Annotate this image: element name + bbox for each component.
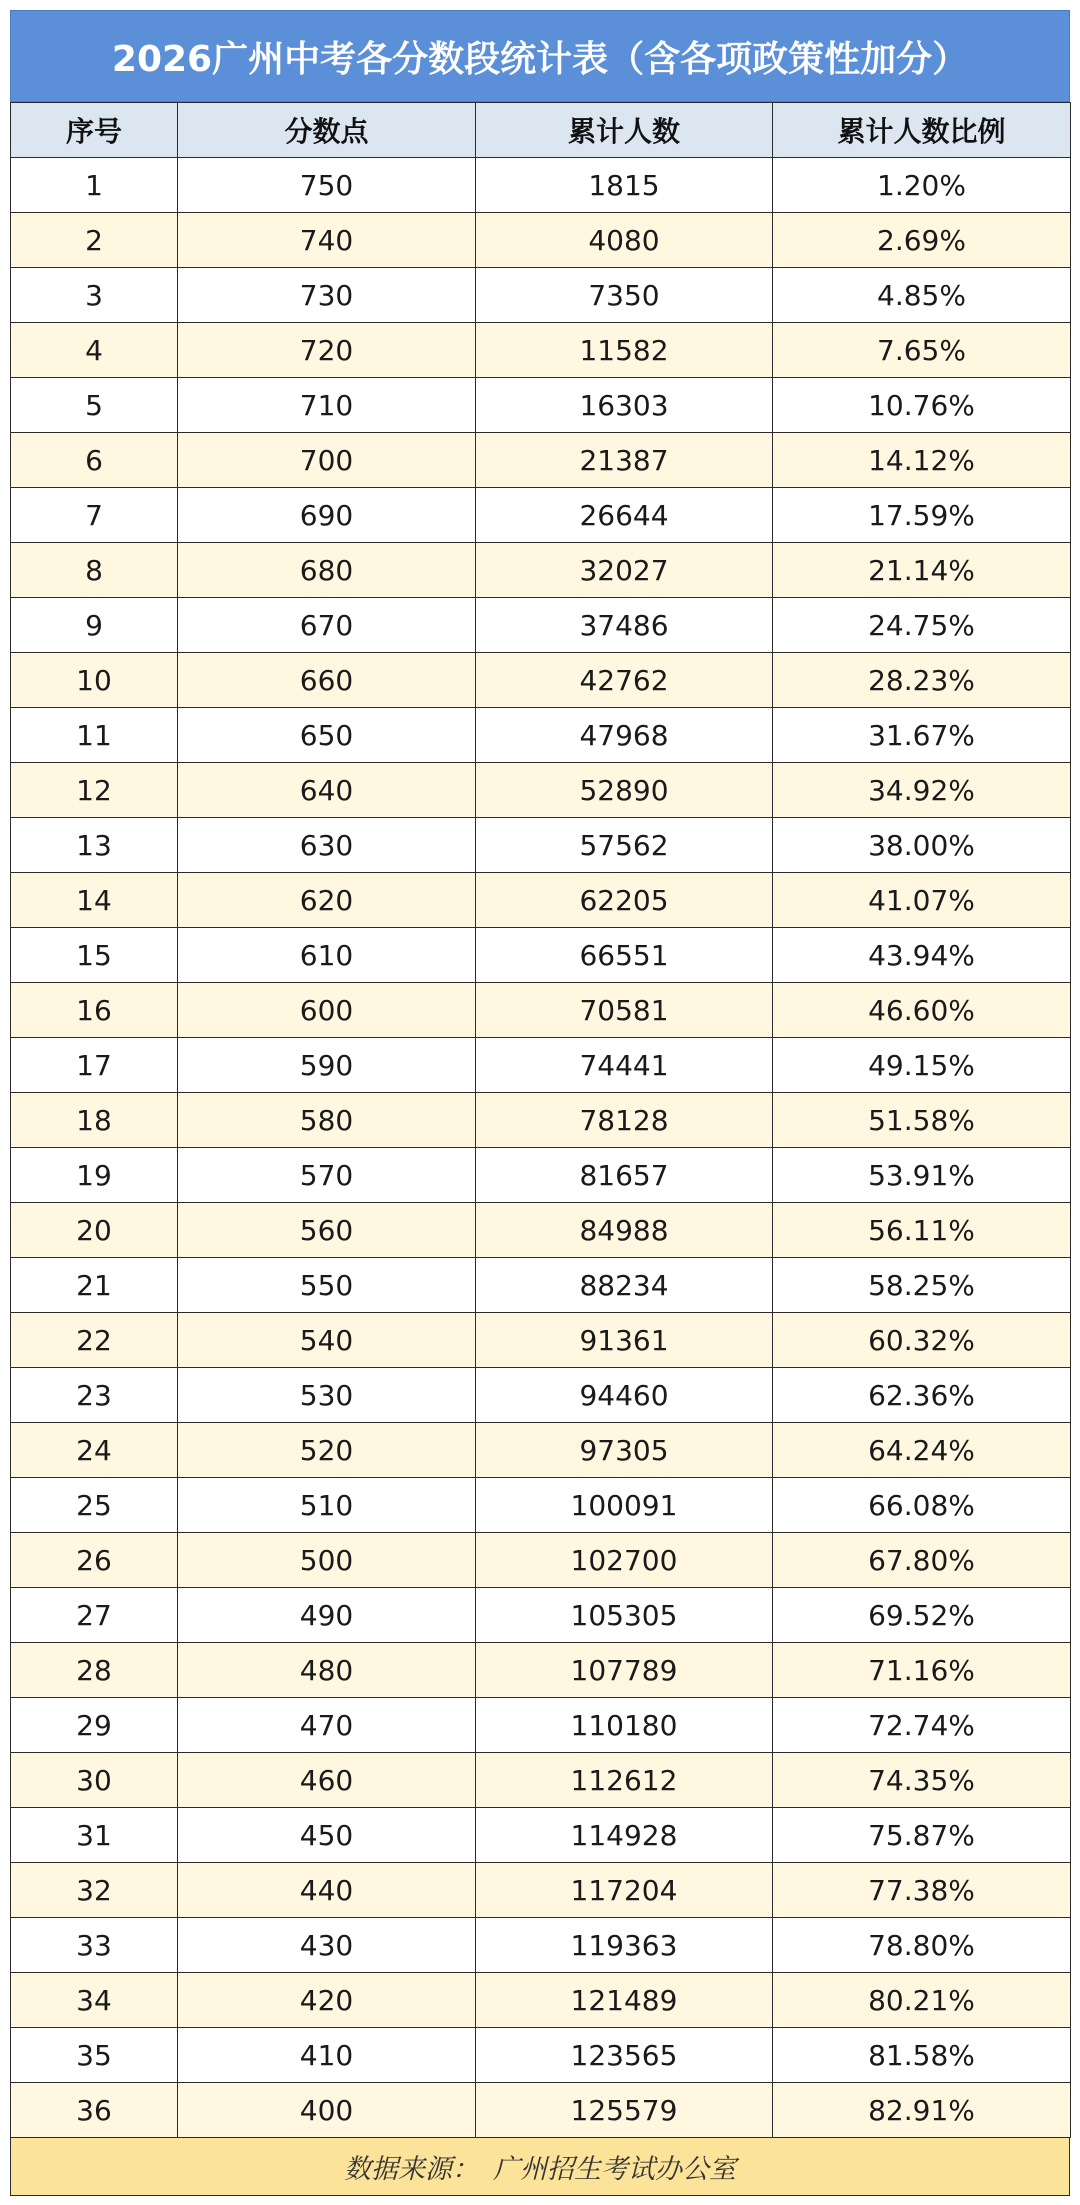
cell-index: 4 xyxy=(11,323,178,378)
cell-cumulative-count: 91361 xyxy=(476,1313,773,1368)
table-row xyxy=(11,1643,1071,1698)
cell-score: 610 xyxy=(178,928,476,983)
cell-cumulative-count: 4080 xyxy=(476,213,773,268)
cell-cumulative-ratio: 41.07% xyxy=(773,873,1071,928)
cell-cumulative-ratio: 81.58% xyxy=(773,2028,1071,2083)
data-source-label: 数据来源： xyxy=(344,2154,479,2185)
column-header-score: 分数点 xyxy=(178,103,476,158)
cell-score: 730 xyxy=(178,268,476,323)
table-row xyxy=(11,1478,1071,1533)
cell-cumulative-ratio: 53.91% xyxy=(773,1148,1071,1203)
cell-cumulative-count: 84988 xyxy=(476,1203,773,1258)
table-row xyxy=(11,488,1071,543)
cell-score: 420 xyxy=(178,1973,476,2028)
cell-cumulative-ratio: 80.21% xyxy=(773,1973,1071,2028)
cell-index: 23 xyxy=(11,1368,178,1423)
table-row xyxy=(11,1093,1071,1148)
column-header-cumulative-count: 累计人数 xyxy=(476,103,773,158)
cell-cumulative-count: 37486 xyxy=(476,598,773,653)
data-source-footer xyxy=(10,2138,1070,2196)
table-row xyxy=(11,323,1071,378)
cell-index: 29 xyxy=(11,1698,178,1753)
table-row xyxy=(11,928,1071,983)
cell-cumulative-ratio: 28.23% xyxy=(773,653,1071,708)
cell-score: 630 xyxy=(178,818,476,873)
cell-cumulative-ratio: 2.69% xyxy=(773,213,1071,268)
cell-score: 430 xyxy=(178,1918,476,1973)
cell-cumulative-ratio: 7.65% xyxy=(773,323,1071,378)
cell-cumulative-ratio: 14.12% xyxy=(773,433,1071,488)
table-row xyxy=(11,1973,1071,2028)
table-row xyxy=(11,1698,1071,1753)
cell-index: 2 xyxy=(11,213,178,268)
cell-cumulative-count: 107789 xyxy=(476,1643,773,1698)
cell-index: 27 xyxy=(11,1588,178,1643)
cell-score: 510 xyxy=(178,1478,476,1533)
score-distribution-table xyxy=(10,102,1071,2138)
cell-index: 36 xyxy=(11,2083,178,2138)
table-row xyxy=(11,543,1071,598)
cell-index: 33 xyxy=(11,1918,178,1973)
table-row xyxy=(11,1313,1071,1368)
table-row xyxy=(11,983,1071,1038)
cell-cumulative-ratio: 49.15% xyxy=(773,1038,1071,1093)
cell-cumulative-count: 88234 xyxy=(476,1258,773,1313)
table-header-row xyxy=(11,103,1071,158)
cell-cumulative-count: 94460 xyxy=(476,1368,773,1423)
cell-cumulative-ratio: 69.52% xyxy=(773,1588,1071,1643)
cell-score: 690 xyxy=(178,488,476,543)
table-row xyxy=(11,1533,1071,1588)
cell-score: 740 xyxy=(178,213,476,268)
table-row xyxy=(11,378,1071,433)
cell-cumulative-count: 32027 xyxy=(476,543,773,598)
cell-index: 5 xyxy=(11,378,178,433)
cell-score: 470 xyxy=(178,1698,476,1753)
table-row xyxy=(11,653,1071,708)
cell-index: 15 xyxy=(11,928,178,983)
table-row xyxy=(11,818,1071,873)
cell-score: 530 xyxy=(178,1368,476,1423)
cell-cumulative-ratio: 82.91% xyxy=(773,2083,1071,2138)
cell-score: 540 xyxy=(178,1313,476,1368)
table-row xyxy=(11,1753,1071,1808)
cell-index: 10 xyxy=(11,653,178,708)
cell-score: 700 xyxy=(178,433,476,488)
cell-cumulative-ratio: 56.11% xyxy=(773,1203,1071,1258)
cell-index: 18 xyxy=(11,1093,178,1148)
cell-score: 600 xyxy=(178,983,476,1038)
cell-score: 670 xyxy=(178,598,476,653)
cell-cumulative-ratio: 74.35% xyxy=(773,1753,1071,1808)
cell-index: 12 xyxy=(11,763,178,818)
cell-index: 25 xyxy=(11,1478,178,1533)
cell-cumulative-count: 21387 xyxy=(476,433,773,488)
cell-index: 3 xyxy=(11,268,178,323)
table-row xyxy=(11,1588,1071,1643)
table-row xyxy=(11,708,1071,763)
cell-cumulative-ratio: 78.80% xyxy=(773,1918,1071,1973)
cell-score: 440 xyxy=(178,1863,476,1918)
cell-cumulative-ratio: 72.74% xyxy=(773,1698,1071,1753)
cell-cumulative-ratio: 58.25% xyxy=(773,1258,1071,1313)
cell-cumulative-ratio: 31.67% xyxy=(773,708,1071,763)
cell-score: 650 xyxy=(178,708,476,763)
cell-cumulative-count: 97305 xyxy=(476,1423,773,1478)
cell-cumulative-count: 57562 xyxy=(476,818,773,873)
cell-score: 660 xyxy=(178,653,476,708)
cell-cumulative-ratio: 67.80% xyxy=(773,1533,1071,1588)
cell-score: 580 xyxy=(178,1093,476,1148)
cell-index: 14 xyxy=(11,873,178,928)
cell-cumulative-ratio: 1.20% xyxy=(773,158,1071,213)
cell-cumulative-count: 1815 xyxy=(476,158,773,213)
table-row xyxy=(11,2083,1071,2138)
cell-cumulative-count: 100091 xyxy=(476,1478,773,1533)
column-header-cumulative-ratio: 累计人数比例 xyxy=(773,103,1071,158)
cell-score: 620 xyxy=(178,873,476,928)
cell-cumulative-ratio: 46.60% xyxy=(773,983,1071,1038)
table-row xyxy=(11,763,1071,818)
cell-cumulative-ratio: 77.38% xyxy=(773,1863,1071,1918)
cell-index: 35 xyxy=(11,2028,178,2083)
cell-score: 460 xyxy=(178,1753,476,1808)
cell-cumulative-count: 66551 xyxy=(476,928,773,983)
cell-score: 500 xyxy=(178,1533,476,1588)
cell-index: 16 xyxy=(11,983,178,1038)
table-row xyxy=(11,1148,1071,1203)
cell-index: 32 xyxy=(11,1863,178,1918)
cell-index: 28 xyxy=(11,1643,178,1698)
table-row xyxy=(11,1203,1071,1258)
cell-score: 590 xyxy=(178,1038,476,1093)
cell-index: 34 xyxy=(11,1973,178,2028)
table-row xyxy=(11,268,1071,323)
cell-index: 31 xyxy=(11,1808,178,1863)
table-row xyxy=(11,598,1071,653)
cell-cumulative-count: 121489 xyxy=(476,1973,773,2028)
cell-cumulative-ratio: 24.75% xyxy=(773,598,1071,653)
cell-cumulative-count: 7350 xyxy=(476,268,773,323)
cell-cumulative-count: 11582 xyxy=(476,323,773,378)
cell-score: 450 xyxy=(178,1808,476,1863)
cell-index: 19 xyxy=(11,1148,178,1203)
table-row xyxy=(11,1423,1071,1478)
cell-score: 680 xyxy=(178,543,476,598)
cell-cumulative-ratio: 17.59% xyxy=(773,488,1071,543)
cell-index: 30 xyxy=(11,1753,178,1808)
cell-cumulative-ratio: 66.08% xyxy=(773,1478,1071,1533)
cell-cumulative-count: 102700 xyxy=(476,1533,773,1588)
cell-cumulative-count: 42762 xyxy=(476,653,773,708)
cell-cumulative-ratio: 38.00% xyxy=(773,818,1071,873)
cell-cumulative-count: 117204 xyxy=(476,1863,773,1918)
cell-index: 6 xyxy=(11,433,178,488)
table-row xyxy=(11,1368,1071,1423)
cell-cumulative-ratio: 51.58% xyxy=(773,1093,1071,1148)
table-body xyxy=(11,158,1071,2138)
table-row xyxy=(11,1918,1071,1973)
cell-cumulative-count: 123565 xyxy=(476,2028,773,2083)
cell-cumulative-ratio: 34.92% xyxy=(773,763,1071,818)
cell-score: 550 xyxy=(178,1258,476,1313)
cell-score: 720 xyxy=(178,323,476,378)
cell-index: 1 xyxy=(11,158,178,213)
cell-cumulative-ratio: 71.16% xyxy=(773,1643,1071,1698)
data-source-name: 广州招生考试办公室 xyxy=(493,2154,736,2185)
table-row xyxy=(11,1258,1071,1313)
cell-index: 11 xyxy=(11,708,178,763)
cell-cumulative-count: 125579 xyxy=(476,2083,773,2138)
table-row xyxy=(11,2028,1071,2083)
cell-index: 9 xyxy=(11,598,178,653)
cell-cumulative-count: 110180 xyxy=(476,1698,773,1753)
cell-index: 17 xyxy=(11,1038,178,1093)
cell-score: 410 xyxy=(178,2028,476,2083)
cell-score: 710 xyxy=(178,378,476,433)
cell-score: 560 xyxy=(178,1203,476,1258)
cell-index: 21 xyxy=(11,1258,178,1313)
score-table-sheet xyxy=(10,10,1070,2195)
cell-index: 13 xyxy=(11,818,178,873)
cell-cumulative-ratio: 62.36% xyxy=(773,1368,1071,1423)
cell-score: 570 xyxy=(178,1148,476,1203)
cell-index: 7 xyxy=(11,488,178,543)
cell-cumulative-ratio: 10.76% xyxy=(773,378,1071,433)
cell-score: 750 xyxy=(178,158,476,213)
cell-cumulative-ratio: 43.94% xyxy=(773,928,1071,983)
table-row xyxy=(11,1038,1071,1093)
cell-cumulative-ratio: 4.85% xyxy=(773,268,1071,323)
cell-index: 24 xyxy=(11,1423,178,1478)
cell-score: 640 xyxy=(178,763,476,818)
table-row xyxy=(11,1863,1071,1918)
table-row xyxy=(11,433,1071,488)
column-header-index: 序号 xyxy=(11,103,178,158)
cell-cumulative-count: 62205 xyxy=(476,873,773,928)
cell-cumulative-count: 47968 xyxy=(476,708,773,763)
cell-score: 400 xyxy=(178,2083,476,2138)
table-row xyxy=(11,213,1071,268)
cell-cumulative-ratio: 21.14% xyxy=(773,543,1071,598)
cell-cumulative-count: 78128 xyxy=(476,1093,773,1148)
cell-cumulative-count: 26644 xyxy=(476,488,773,543)
table-row xyxy=(11,873,1071,928)
cell-cumulative-count: 16303 xyxy=(476,378,773,433)
cell-cumulative-ratio: 64.24% xyxy=(773,1423,1071,1478)
cell-index: 22 xyxy=(11,1313,178,1368)
cell-cumulative-count: 74441 xyxy=(476,1038,773,1093)
cell-index: 20 xyxy=(11,1203,178,1258)
cell-cumulative-count: 105305 xyxy=(476,1588,773,1643)
cell-cumulative-count: 52890 xyxy=(476,763,773,818)
cell-cumulative-count: 112612 xyxy=(476,1753,773,1808)
cell-index: 26 xyxy=(11,1533,178,1588)
table-row xyxy=(11,1808,1071,1863)
cell-score: 490 xyxy=(178,1588,476,1643)
cell-cumulative-ratio: 75.87% xyxy=(773,1808,1071,1863)
cell-index: 8 xyxy=(11,543,178,598)
cell-cumulative-count: 119363 xyxy=(476,1918,773,1973)
cell-cumulative-count: 114928 xyxy=(476,1808,773,1863)
cell-score: 520 xyxy=(178,1423,476,1478)
table-title: 2026广州中考各分数段统计表（含各项政策性加分） xyxy=(10,10,1070,102)
cell-score: 480 xyxy=(178,1643,476,1698)
cell-cumulative-count: 81657 xyxy=(476,1148,773,1203)
table-row xyxy=(11,158,1071,213)
cell-cumulative-ratio: 60.32% xyxy=(773,1313,1071,1368)
cell-cumulative-count: 70581 xyxy=(476,983,773,1038)
